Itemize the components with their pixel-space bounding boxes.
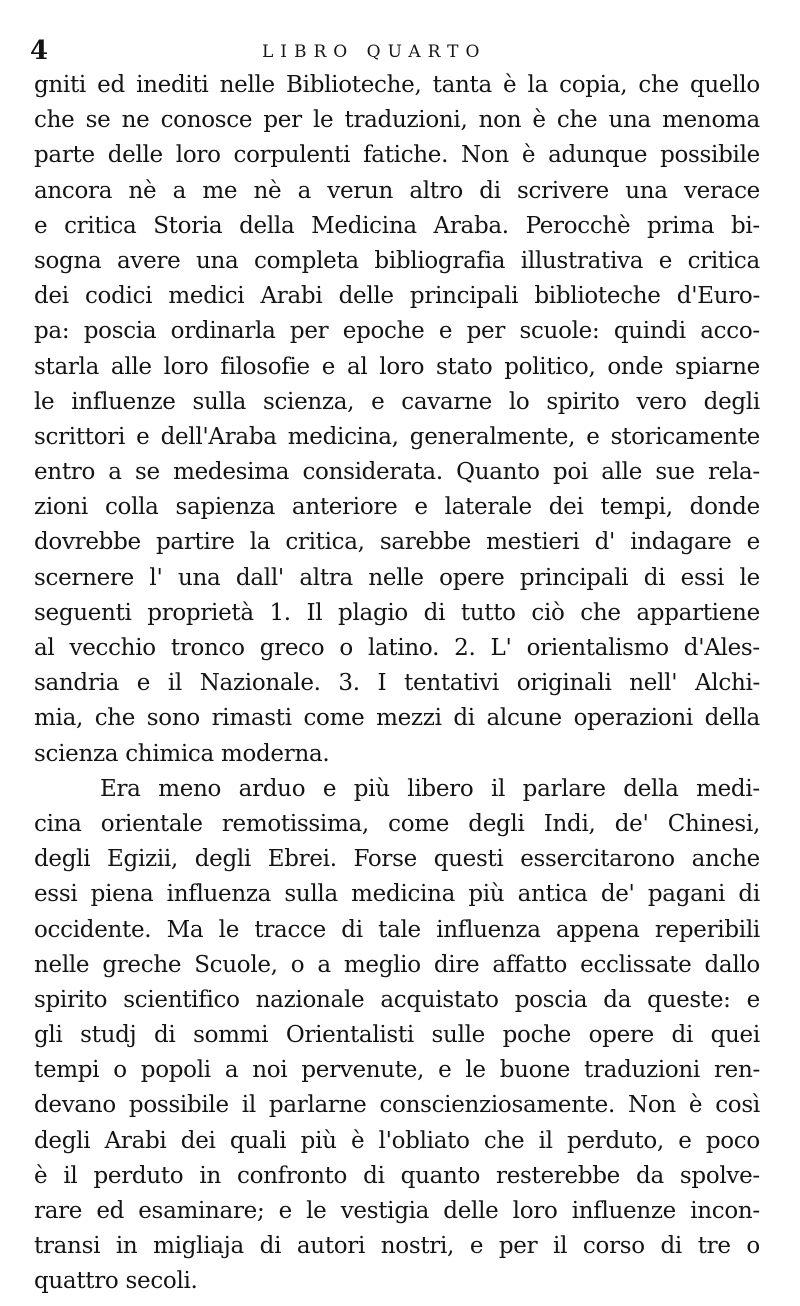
text-line: e critica Storia della Medicina Araba. Perocchè prima bi- [34,212,760,239]
text-line: parte delle loro corpulenti fatiche. Non è adunque possibile [34,142,760,169]
text-line: nelle greche Scuole, o a meglio dire affatto ecclissate dallo [34,951,760,978]
text-line: gniti ed inediti nelle Biblioteche, tanta è la copia, che quello [34,72,760,98]
text-line: spirito scientifico nazionale acquistato poscia da queste: e [34,986,760,1013]
text-line: che se ne conosce per le traduzioni, non è che una menoma [34,107,760,134]
page-header [30,34,770,68]
text-line: starla alle loro filosofie e al loro stato politico, onde spiarne [34,353,760,380]
text-line: occidente. Ma le tracce di tale influenza appena reperibili [34,916,760,943]
text-line: devano possibile il parlarne conscienziosamente. Non è così [34,1092,760,1119]
text-line: scernere l' una dall' altra nelle opere principali di essi le [34,564,760,591]
text-line: pa: poscia ordinarla per epoche e per scuole: quindi acco- [34,318,760,345]
text-line: entro a se medesima considerata. Quanto poi alle sue rela- [34,459,760,486]
paragraph [34,772,760,1300]
text-line: scienza chimica moderna. [34,740,330,767]
text-line: cina orientale remotissima, come degli Indi, de' Chinesi, [34,810,760,837]
text-line: zioni colla sapienza anteriore e laterale dei tempi, donde [34,494,760,521]
page-number: 4 [30,36,49,66]
text-line: sogna avere una completa bibliografia illustrativa e critica [34,247,760,274]
text-line: tempi o popoli a noi pervenute, e le buone traduzioni ren- [34,1057,760,1084]
text-line: scrittori e dell'Araba medicina, generalmente, e storicamente [34,423,760,450]
text-line: quattro secoli. [34,1268,198,1295]
text-line: mia, che sono rimasti come mezzi di alcune operazioni della [34,705,760,732]
paragraph [34,68,760,772]
text-line: essi piena influenza sulla medicina più antica de' pagani di [34,881,760,908]
text-line: gli studj di sommi Orientalisti sulle poche opere di quei [34,1022,760,1049]
text-line: degli Egizii, degli Ebrei. Forse questi essercitarono anche [34,846,760,873]
text-line: dei codici medici Arabi delle principali biblioteche d'Euro- [34,283,760,310]
body-text [34,68,760,1300]
text-line: degli Arabi dei quali più è l'obliato che il perduto, e poco [34,1127,760,1154]
text-line: ancora nè a me nè a verun altro di scrivere una verace [34,177,760,204]
text-line: seguenti proprietà 1. Il plagio di tutto ciò che appartiene [34,599,760,626]
text-line: sandria e il Nazionale. 3. I tentativi originali nell' Alchi- [34,670,760,697]
text-line: le influenze sulla scienza, e cavarne lo spirito vero degli [34,388,760,415]
text-line: al vecchio tronco greco o latino. 2. L' orientalismo d'Ales- [34,635,760,661]
text-line: transi in migliaja di autori nostri, e per il corso di tre o [34,1233,760,1260]
text-line: Era meno arduo e più libero il parlare della medi- [100,775,760,802]
running-head: LIBRO QUARTO [262,42,487,62]
text-line: è il perduto in confronto di quanto resterebbe da spolve- [34,1162,760,1189]
text-line: rare ed esaminare; e le vestigia delle loro influenze incon- [34,1198,760,1224]
text-line: dovrebbe partire la critica, sarebbe mestieri d' indagare e [34,529,760,556]
